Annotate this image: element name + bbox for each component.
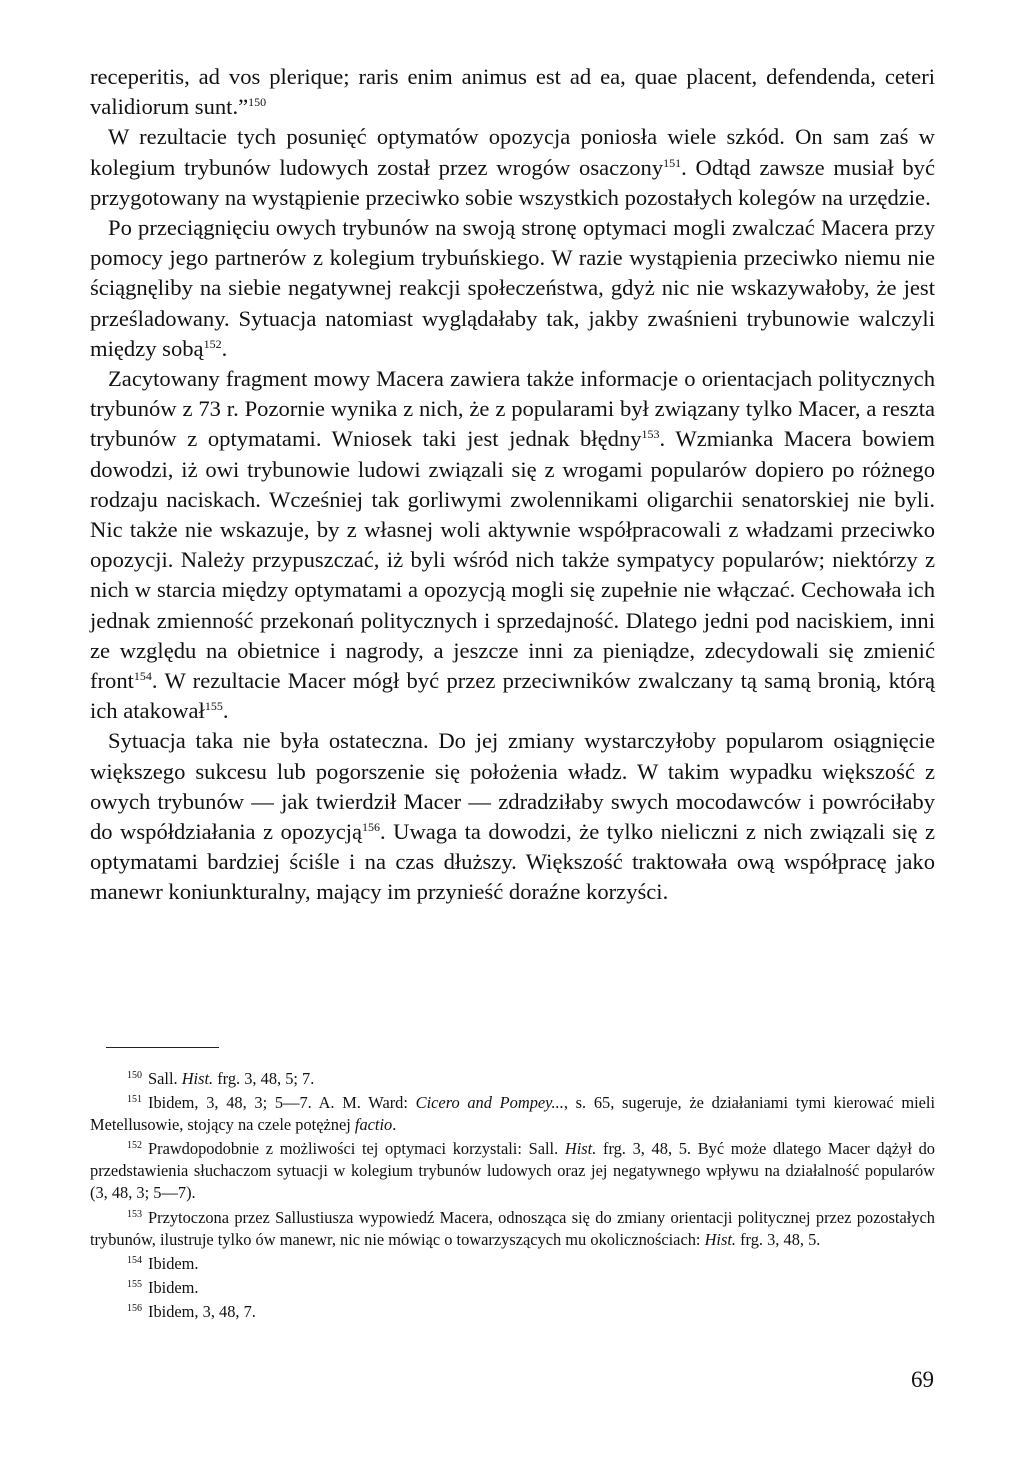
footnote-ref: 152 [127, 1140, 142, 1152]
text-run: . [392, 1115, 397, 1135]
footnote-ref: 156 [362, 820, 381, 835]
text-run: Zacytowany fragment mowy Macera zawiera także informacje o orientacjach politycznych trybunów z 73 r. Pozornie wynika z nich, że z popularami był związany tylko Macer, a reszta trybunów z optymatami. Wniosek taki jest jednak błędny [90, 366, 935, 452]
footnote-ref: 150 [127, 1070, 142, 1081]
footnote [90, 1253, 935, 1275]
paragraph [90, 122, 935, 213]
paragraph [90, 364, 935, 726]
italic-text: Hist. [181, 1069, 214, 1088]
text-run: Ibidem, 3, 48, 7. [148, 1301, 256, 1321]
page-number: 69 [911, 1367, 934, 1392]
text-run: Ibidem, 3, 48, 3; 5—7. A. M. Ward: [148, 1093, 416, 1113]
footnote-ref: 153 [127, 1208, 142, 1220]
footnote-ref: 155 [204, 699, 223, 714]
text-run: . [221, 335, 228, 361]
text-run: Prawdopodobnie z możliwości tej optymaci korzystali: Sall. [148, 1139, 565, 1159]
footnote-ref: 152 [203, 336, 222, 351]
footnote-ref: 156 [127, 1302, 142, 1314]
text-run: frg. 3, 48, 5. [736, 1229, 821, 1249]
footnote-ref: 153 [641, 427, 660, 442]
footnote [90, 1138, 935, 1204]
footnotes [90, 1068, 935, 1323]
text-run: W rezultacie tych posunięć optymatów opozycja poniosła wiele szkód. On sam zaś w kolegium trybunów ludowych został przez wrogów osaczony [90, 124, 935, 180]
text-run: Przytoczona przez Sallustiusza wypowiedź Macera, odnosząca się do zmiany orientacji politycznej przez pozostałych trybunów, ilustruje tylko ów manewr, nic nie mówiąc o towarzyszących mu okolicznościach: [90, 1207, 935, 1249]
paragraph [90, 62, 935, 122]
text-run: Ibidem. [148, 1277, 199, 1297]
italic-text: Hist. [704, 1229, 736, 1249]
text-run: Ibidem. [148, 1253, 199, 1273]
footnote [90, 1301, 935, 1323]
footnote-ref: 154 [133, 669, 152, 684]
footnote-divider [106, 1047, 219, 1048]
footnote-ref: 151 [127, 1094, 142, 1106]
footnote [90, 1277, 935, 1299]
main-text [90, 62, 935, 908]
text-run: frg. 3, 48, 5; 7. [213, 1069, 315, 1088]
text-run: Sytuacja taka nie była ostateczna. Do jej zmiany wystarczyłoby popularom osiągnięcie większego sukcesu lub pogorszenie się położenia władz. W takim wypadku większość z owych trybunów — jak twierdził Macer — zdradziłaby swych mocodawców i powróciłaby do współdziałania z opozycją [90, 728, 935, 845]
text-run: . Wzmianka Macera bowiem dowodzi, iż owi trybunowie ludowi związali się z wrogami popularów dopiero po różnego rodzaju naciskach. Wcześniej tak gorliwymi zwolennikami oligarchii senatorskiej nie byli. Nic także nie wskazuje, by z własnej woli aktywnie współpracowali z władzami przeciwko opozycji. Należy przypuszczać, iż byli wśród nich także sympatycy popularów; niektórzy z nich w starcia między optymatami a opozycją mogli się zupełnie nie włączać. Cechowała ich jednak zmienność przekonań politycznych i sprzedajność. Dlatego jedni pod naciskiem, inni ze względu na obietnice i nagrody, a jeszcze inni za pieniądze, zdecydowali się zmienić front [90, 426, 935, 694]
text-run: Sall. [148, 1069, 182, 1088]
footnote-ref: 150 [248, 95, 267, 110]
text-run: . [222, 698, 229, 724]
italic-text: factio [354, 1115, 393, 1135]
text-run: receperitis, ad vos plerique; raris enim animus est ad ea, quae placent, defendenda, ceteri validiorum sunt.” [90, 64, 935, 120]
footnote-ref: 154 [127, 1254, 142, 1266]
italic-text: Hist. [564, 1139, 597, 1159]
footnote-ref: 155 [127, 1278, 142, 1290]
paragraph [90, 213, 935, 364]
footnote [90, 1068, 935, 1090]
paragraph [90, 726, 935, 907]
italic-text: Cicero and Pompey... [415, 1093, 564, 1113]
footnote [90, 1207, 935, 1251]
footnote-ref: 151 [663, 155, 682, 170]
text-run: , s. 65, sugeruje, że działaniami tymi kierować mieli Metellusowie, stojący na czele potężnej [90, 1093, 936, 1135]
footnote [90, 1092, 935, 1136]
text-run: frg. 3, 48, 5. Być może dlatego Macer dążył do przedstawienia słuchaczom sytuacji w kolegium trybunów ludowych oraz jej negatywnego wpływu na działalność popularów (3, 48, 3; 5—7). [90, 1139, 935, 1203]
text-run: . Uwaga ta dowodzi, że tylko nieliczni z nich związali się z optymatami bardziej ściśle i na czas dłuższy. Większość traktowała ową współpracę jako manewr koniunkturalny, mający im przynieść doraźne korzyści. [90, 819, 935, 905]
text-run: . Odtąd zawsze musiał być przygotowany na wystąpienie przeciwko sobie wszystkich pozostałych kolegów na urzędzie. [90, 154, 935, 210]
text-run: . W rezultacie Macer mógł być przez przeciwników zwalczany tą samą bronią, którą ich atakował [90, 668, 935, 724]
text-run: Po przeciągnięciu owych trybunów na swoją stronę optymaci mogli zwalczać Macera przy pomocy jego partnerów z kolegium trybuńskiego. W razie wystąpienia przeciwko niemu nie ściągnęliby na siebie negatywnej reakcji społeczeństwa, gdyż nic nie wskazywałoby, że jest prześladowany. Sytuacja natomiast wyglądałaby tak, jakby zwaśnieni trybunowie walczyli między sobą [90, 215, 935, 361]
